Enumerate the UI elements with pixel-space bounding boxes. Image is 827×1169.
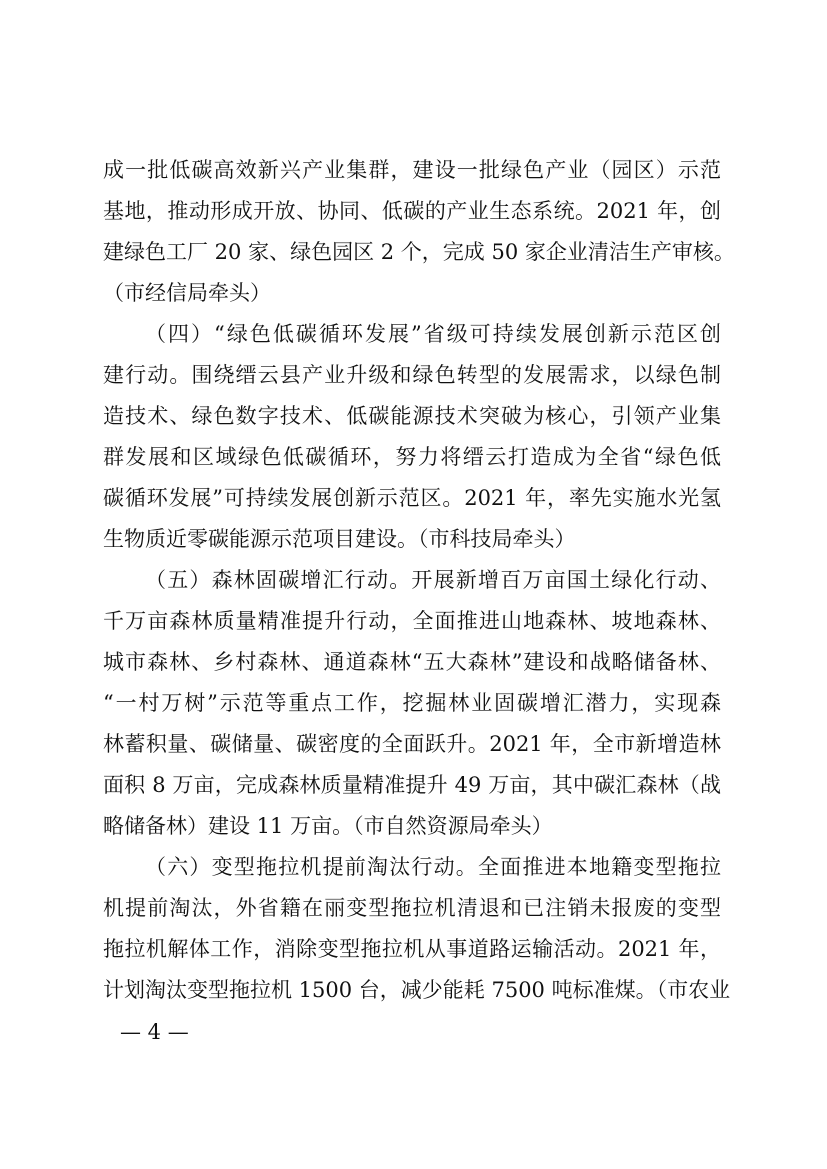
text-line: 生物质近零碳能源示范项目建设。（市科技局牵头） — [103, 527, 576, 551]
section-heading-six: （六）变型拖拉机提前淘汰行动。全面推进本地籍变型拖拉 — [145, 855, 721, 879]
text-line: 略储备林）建设 11 万亩。（市自然资源局牵头） — [103, 814, 553, 838]
section-heading-four: （四）“绿色低碳循环发展”省级可持续发展创新示范区创 — [145, 322, 721, 346]
text-line: 基地，推动形成开放、协同、低碳的产业生态系统。2021 年，创 — [103, 199, 721, 223]
text-line: 群发展和区域绿色低碳循环，努力将缙云打造成为全省“绿色低 — [103, 445, 721, 469]
page-number: — 4 — — [120, 1020, 189, 1044]
text-line: 碳循环发展”可持续发展创新示范区。2021 年，率先实施水光氢 — [103, 486, 721, 510]
text-line: 拖拉机解体工作，消除变型拖拉机从事道路运输活动。2021 年， — [103, 937, 721, 961]
text-line: “一村万树”示范等重点工作，挖掘林业固碳增汇潜力，实现森 — [103, 691, 721, 715]
text-line: 林蓄积量、碳储量、碳密度的全面跃升。2021 年，全市新增造林 — [103, 732, 721, 756]
text-line: 造技术、绿色数字技术、低碳能源技术突破为核心，引领产业集 — [103, 404, 721, 428]
text-line: 千万亩森林质量精准提升行动，全面推进山地森林、坡地森林、 — [103, 609, 721, 633]
text-line: 成一批低碳高效新兴产业集群，建设一批绿色产业（园区）示范 — [103, 158, 721, 182]
text-line: （市经信局牵头） — [103, 281, 271, 305]
text-line: 建行动。围绕缙云县产业升级和绿色转型的发展需求，以绿色制 — [103, 363, 721, 387]
text-line: 城市森林、乡村森林、通道森林“五大森林”建设和战略储备林、 — [103, 650, 721, 674]
text-line: 计划淘汰变型拖拉机 1500 台，减少能耗 7500 吨标准煤。（市农业 — [103, 978, 731, 1002]
text-line: 机提前淘汰，外省籍在丽变型拖拉机清退和已注销未报废的变型 — [103, 896, 721, 920]
document-body — [103, 150, 735, 1011]
text-line: 面积 8 万亩，完成森林质量精准提升 49 万亩，其中碳汇森林（战 — [103, 773, 721, 797]
section-heading-five: （五）森林固碳增汇行动。开展新增百万亩国土绿化行动、 — [145, 568, 721, 592]
text-line: 建绿色工厂 20 家、绿色园区 2 个，完成 50 家企业清洁生产审核。 — [103, 240, 735, 264]
